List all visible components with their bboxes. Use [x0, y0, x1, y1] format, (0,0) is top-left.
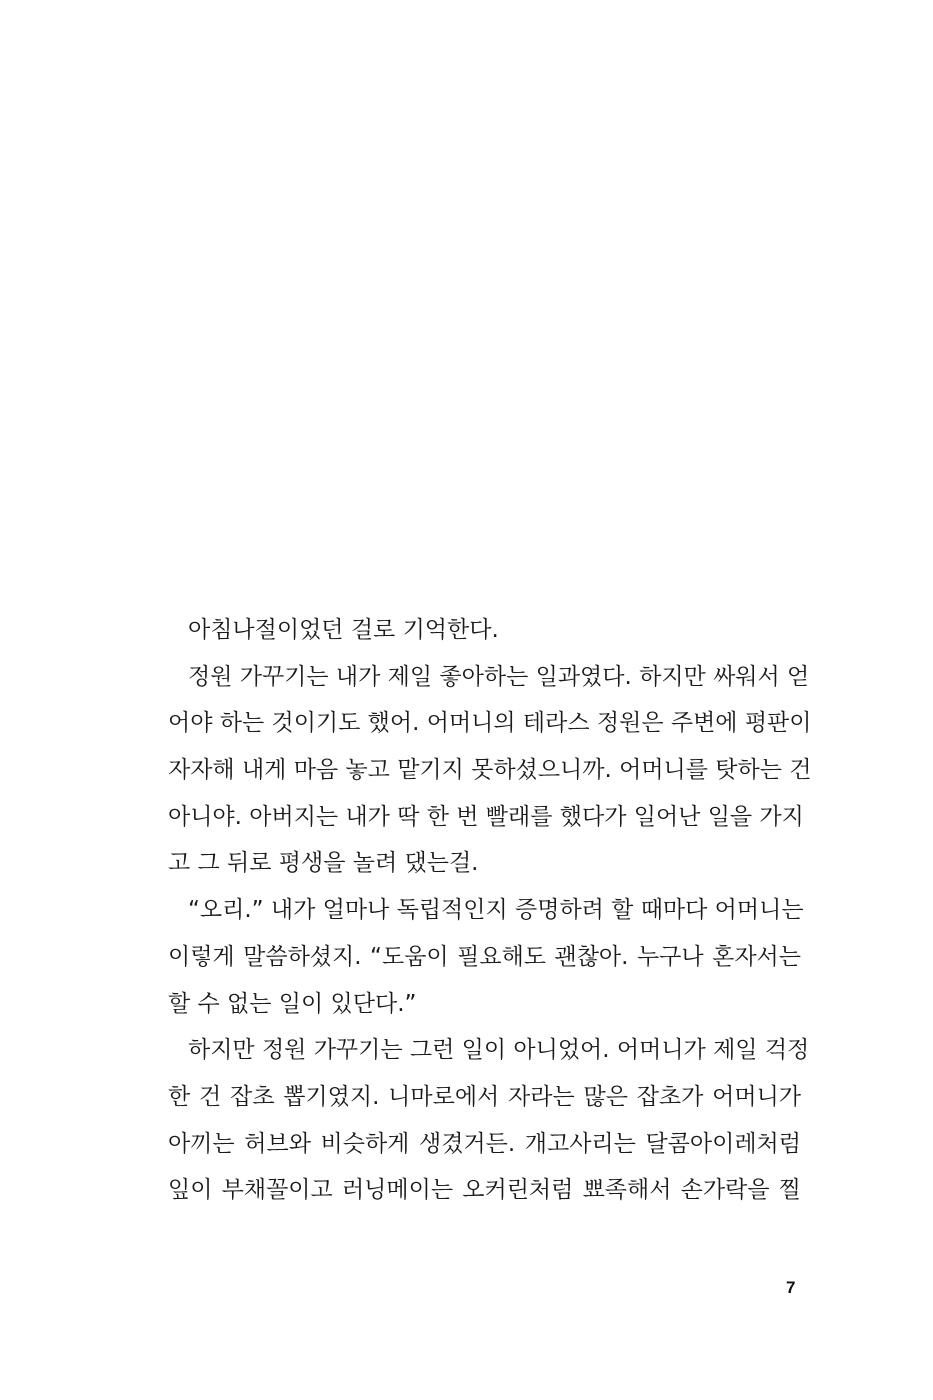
- paragraph-line: 고 그 뒤로 평생을 놀려 댔는걸.: [168, 850, 479, 877]
- paragraph-line: 잎이 부채꼴이고 러닝메이는 오커린처럼 뾰족해서 손가락을 찔: [168, 1177, 801, 1204]
- paragraph-line: 이렇게 말씀하셨지. “도움이 필요해도 괜찮아. 누구나 혼자서는: [168, 943, 801, 970]
- paragraph-line: “오리.” 내가 얼마나 독립적인지 증명하려 할 때마다 어머니는: [188, 897, 804, 924]
- paragraph-line: 아니야. 아버지는 내가 딱 한 번 빨래를 했다가 일어난 일을 가지: [168, 803, 804, 830]
- paragraph-line: 자자해 내게 마음 놓고 맡기지 못하셨으니까. 어머니를 탓하는 건: [168, 757, 812, 784]
- body-text: [168, 612, 812, 1219]
- paragraph-line: 한 건 잡초 뽑기였지. 니마로에서 자라는 많은 잡초가 어머니가: [168, 1083, 801, 1110]
- paragraph-line: 아끼는 허브와 비슷하게 생겼거든. 개고사리는 달콤아이레처럼: [168, 1130, 801, 1157]
- paragraph-line: 어야 하는 것이기도 했어. 어머니의 테라스 정원은 주변에 평판이: [168, 710, 812, 737]
- paragraph-line: 정원 가꾸기는 내가 제일 좋아하는 일과였다. 하지만 싸워서 얻: [188, 663, 810, 690]
- paragraph-line: 할 수 없는 일이 있단다.”: [168, 990, 417, 1017]
- paragraph-line: 아침나절이었던 걸로 기억한다.: [188, 617, 499, 643]
- paragraph-line: 하지만 정원 가꾸기는 그런 일이 아니었어. 어머니가 제일 걱정: [188, 1037, 810, 1064]
- page-number: 7: [786, 1278, 796, 1297]
